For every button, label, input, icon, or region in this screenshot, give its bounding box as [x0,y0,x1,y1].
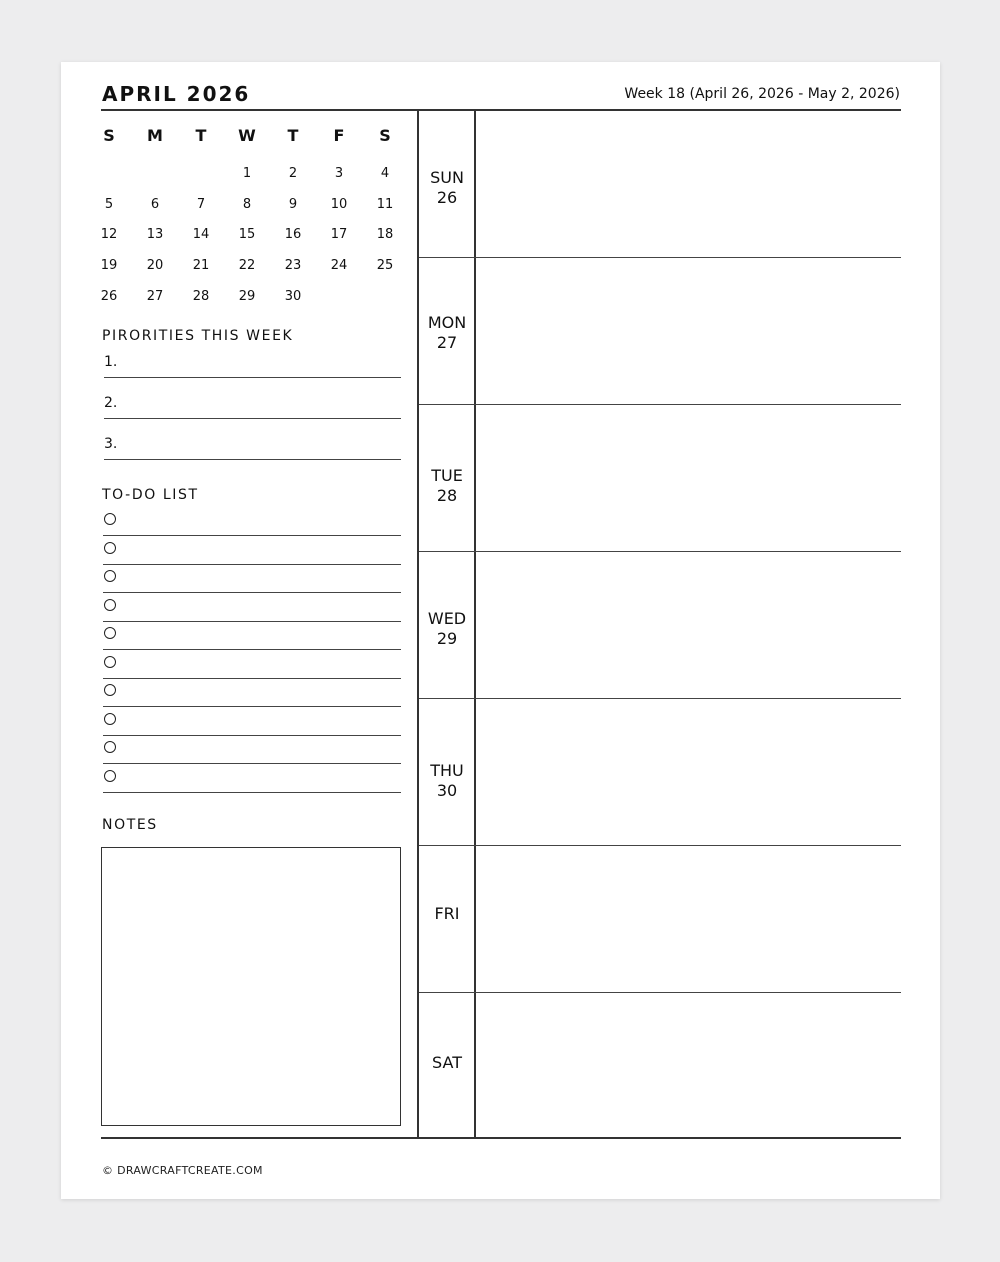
weekday-header: S [379,126,391,145]
calendar-day: 19 [100,258,118,274]
todo-item[interactable] [103,508,401,536]
calendar-week-row [86,189,408,220]
weekday-header: S [103,126,115,145]
calendar-week-row [86,158,408,189]
todo-item[interactable] [103,765,401,793]
calendar-day: 15 [238,227,256,243]
calendar-day: 29 [238,288,256,304]
calendar-day: 16 [284,227,302,243]
day-name: THU [430,761,464,780]
weekday-header: T [195,126,207,145]
checkbox-circle-icon[interactable] [104,741,116,753]
todo-item[interactable] [103,537,401,565]
calendar-day: 9 [288,196,298,212]
priorities-heading: PIRORITIES THIS WEEK [102,328,294,344]
checkbox-circle-icon[interactable] [104,713,116,725]
weekday-header: T [287,126,299,145]
priority-number: 2. [104,395,118,411]
weekday-header: W [238,126,256,145]
calendar-day: 10 [330,196,348,212]
calendar-day: 30 [284,288,302,304]
day-notes-area-thu[interactable] [476,699,901,845]
calendar-day: 7 [196,196,206,212]
calendar-day: 1 [242,166,252,181]
checkbox-circle-icon[interactable] [104,570,116,582]
notes-box[interactable] [101,847,401,1126]
todo-item[interactable] [103,736,401,764]
day-label-sat [419,1053,475,1073]
day-name: WED [427,609,467,628]
todo-item[interactable] [103,594,401,622]
calendar-day: 3 [334,166,344,181]
priority-line [104,377,401,378]
todo-item[interactable] [103,679,401,707]
day-name: SUN [430,168,464,187]
day-name: FRI [434,904,460,923]
day-notes-area-sun[interactable] [476,111,901,257]
calendar-day: 21 [192,258,210,274]
footer-copyright: © DRAWCRAFTCREATE.COM [102,1164,263,1177]
calendar-day: 25 [376,258,394,274]
calendar-day: 23 [284,258,302,274]
weekday-header: F [333,126,345,145]
calendar-day: 14 [192,227,210,243]
day-name: TUE [431,466,463,485]
day-label-wed [419,609,475,649]
todo-item[interactable] [103,565,401,593]
day-date: 30 [436,781,458,800]
todo-heading: TO-DO LIST [102,487,199,503]
notes-heading: NOTES [102,817,158,833]
planner-page [61,62,940,1199]
calendar-week-row [86,250,408,281]
checkbox-circle-icon[interactable] [104,542,116,554]
calendar-day: 5 [104,196,114,212]
calendar-day: 26 [100,288,118,304]
day-date: 28 [436,486,458,505]
calendar-day: 18 [376,227,394,243]
day-date: 27 [436,333,458,352]
checkbox-circle-icon[interactable] [104,513,116,525]
calendar-day: 6 [150,196,160,212]
day-label-mon [419,313,475,353]
checkbox-circle-icon[interactable] [104,627,116,639]
calendar-day: 28 [192,288,210,304]
page-title: APRIL 2026 [102,82,251,106]
day-date: 29 [436,629,458,648]
day-label-tue [419,466,475,506]
calendar-day: 27 [146,288,164,304]
weekday-header: M [147,126,163,145]
calendar-day: 24 [330,258,348,274]
todo-item[interactable] [103,651,401,679]
calendar-day: 20 [146,258,164,274]
calendar-day: 22 [238,258,256,274]
mini-calendar [86,122,408,311]
calendar-week-row [86,281,408,312]
priority-item[interactable] [104,395,401,415]
calendar-day: 11 [376,196,394,212]
day-notes-area-sat[interactable] [476,993,901,1137]
checkbox-circle-icon[interactable] [104,656,116,668]
priority-line [104,418,401,419]
checkbox-circle-icon[interactable] [104,770,116,782]
day-label-fri [419,904,475,924]
calendar-day: 4 [380,166,390,181]
checkbox-circle-icon[interactable] [104,599,116,611]
calendar-day: 17 [330,227,348,243]
priority-line [104,459,401,460]
priority-item[interactable] [104,436,401,456]
calendar-day: 12 [100,227,118,243]
day-notes-area-fri[interactable] [476,846,901,992]
checkbox-circle-icon[interactable] [104,684,116,696]
todo-line [103,792,401,793]
day-notes-area-wed[interactable] [476,552,901,698]
calendar-day: 8 [242,196,252,212]
todo-item[interactable] [103,622,401,650]
priority-number: 3. [104,436,118,452]
priority-number: 1. [104,354,118,370]
day-label-thu [419,761,475,801]
day-name: MON [427,313,467,332]
calendar-week-row [86,219,408,250]
day-label-sun [419,168,475,208]
day-notes-area-tue[interactable] [476,405,901,551]
calendar-day: 2 [288,166,298,181]
day-date: 26 [436,188,458,207]
calendar-header-row [86,122,408,158]
week-range-label: Week 18 (April 26, 2026 - May 2, 2026) [624,86,900,102]
day-name: SAT [432,1053,462,1072]
footer-rule [101,1137,901,1139]
todo-item[interactable] [103,708,401,736]
calendar-day: 13 [146,227,164,243]
priority-item[interactable] [104,354,401,374]
day-notes-area-mon[interactable] [476,258,901,404]
